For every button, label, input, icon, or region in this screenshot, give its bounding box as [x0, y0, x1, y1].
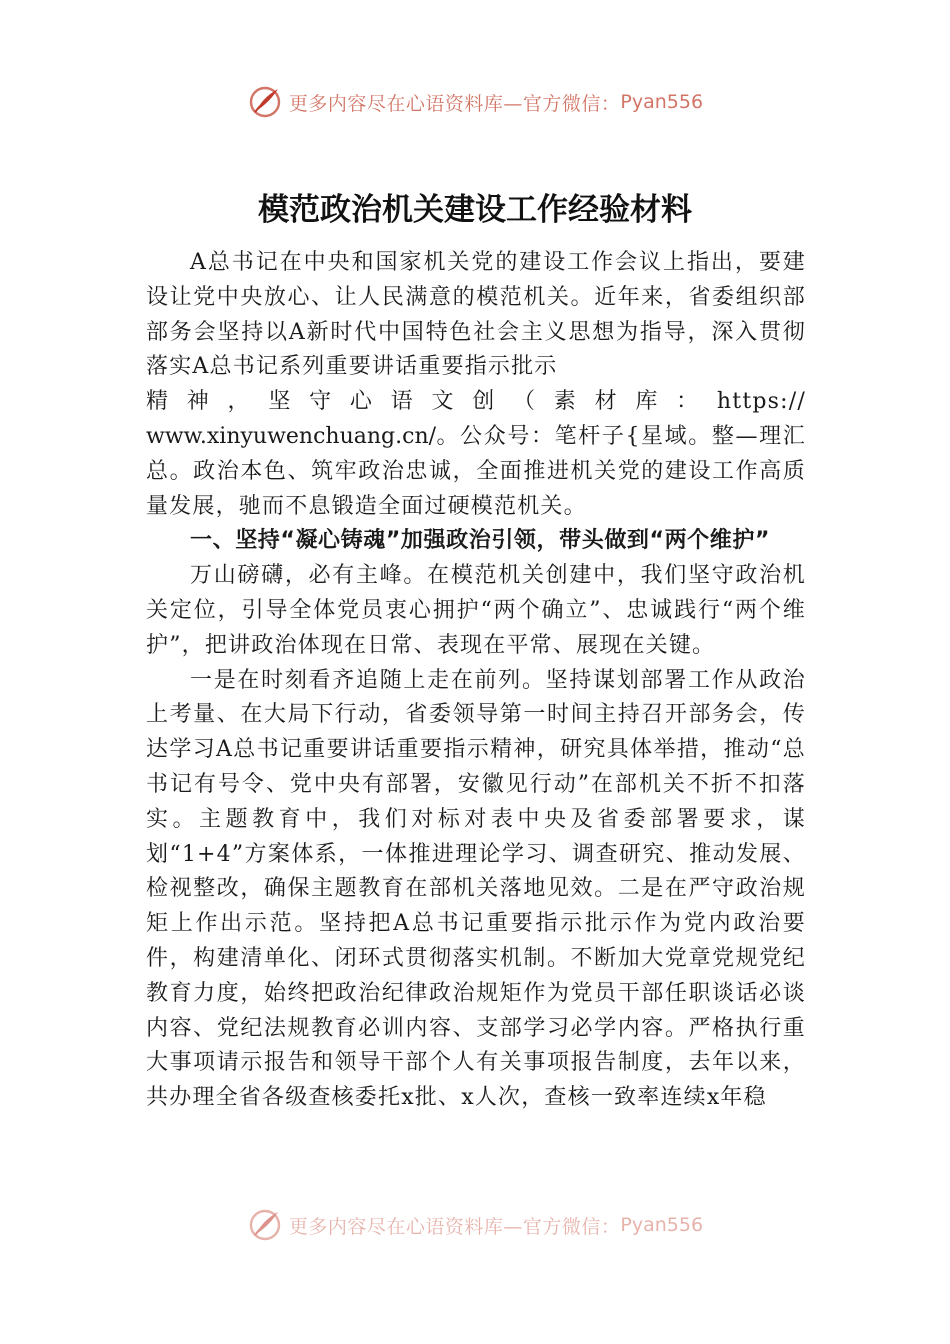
footer-watermark [0, 1205, 950, 1245]
watermark-text: 更多内容尽在心语资料库—官方微信： [288, 92, 621, 115]
quill-logo-icon [247, 1207, 283, 1243]
watermark-text: 更多内容尽在心语资料库—官方微信： [288, 1215, 621, 1238]
quill-logo-icon [247, 84, 283, 120]
watermark-wechat-id: Pyan556 [620, 91, 704, 113]
header-watermark [0, 82, 950, 122]
intro-paragraph-start: A总书记在中央和国家机关党的建设工作会议上指出，要建设让党中央放心、让人民满意的模范机关。近年来，省委组织部部务会坚持以A新时代中国特色社会主义思想为指导，深入贯彻落实A总书记系列重要讲话重要指示批示 [146, 250, 806, 380]
intro-tail-text: 。公众号：笔杆子{星域。整—理汇总。政治本色、筑牢政治忠诚，全面推进机关党的建设工作高质量发展，驰而不息锻造全面过硬模范机关。 [146, 423, 806, 519]
source-url: www.xinyuwenchuang.cn/ [146, 423, 437, 449]
section-1-paragraph-2: 一是在时刻看齐追随上走在前列。坚持谋划部署工作从政治上考量、在大局下行动，省委领导第一时间主持召开部务会，传达学习A总书记重要讲话重要指示精神，研究具体举措，推动“总书记有号令、党中央有部署，安徽见行动”在部机关不折不扣落实。主题教育中，我们对标对表中央及省委部署要求，谋划“1+4”方案体系，一体推进理论学习、调查研究、推动发展、检视整改，确保主题教育在部机关落地见效。二是在严守政治规矩上作出示范。坚持把A总书记重要指示批示作为党内政治要件，构建清单化、闭环式贯彻落实机制。不断加大党章党规党纪教育力度，始终把政治纪律政治规矩作为党员干部任职谈话必谈内容、党纪法规教育必训内容、支部学习必学内容。严格执行重大事项请示报告和领导干部个人有关事项报告制度，去年以来，共办理全省各级查核委托x批、x人次，查核一致率连续x年稳 [146, 667, 806, 1111]
intro-paragraph-end [146, 420, 806, 524]
document-body [146, 246, 806, 1116]
intro-spread-line: 精 神 ， 坚 守 心 语 文 创 （ 素 材 库 ： https:// [146, 389, 806, 415]
section-1-heading: 一、坚持“凝心铸魂”加强政治引领，带头做到“两个维护” [190, 528, 771, 554]
watermark-wechat-id: Pyan556 [620, 1214, 704, 1236]
document-title: 模范政治机关建设工作经验材料 [258, 192, 692, 228]
section-1-paragraph-1: 万山磅礴，必有主峰。在模范机关创建中，我们坚守政治机关定位，引导全体党员衷心拥护“两个确立”、忠诚践行“两个维护”，把讲政治体现在日常、表现在平常、展现在关键。 [146, 563, 806, 658]
